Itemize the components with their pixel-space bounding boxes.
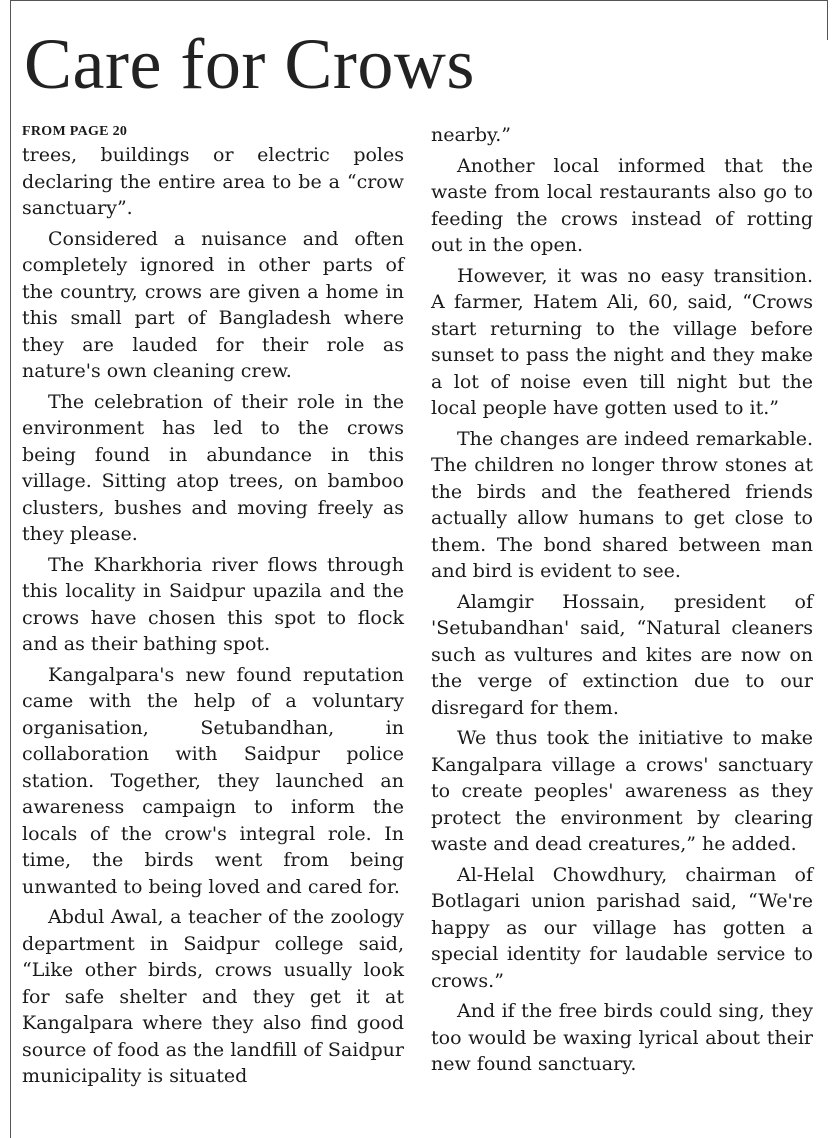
continued-from-kicker: FROM PAGE 20 bbox=[22, 124, 128, 139]
article-column-2 bbox=[431, 122, 813, 1078]
paragraph: We thus took the initiative to make Kangalpara village a crows' sanctuary to create peoples' awareness as they protect the environment by clearing waste and dead creatures,” he added. bbox=[431, 727, 813, 855]
paragraph: Al-Helal Chowdhury, chairman of Botlagari union parishad said, “We're happy as our village has gotten a special identity for laudable service to crows.” bbox=[431, 863, 813, 992]
paragraph: The celebration of their role in the environment has led to the crows being found in abundance in this village. Sitting atop trees, on bamboo clusters, bushes and moving freely as they please. bbox=[22, 390, 404, 545]
headline: Care for Crows bbox=[24, 24, 475, 104]
paragraph: Abdul Awal, a teacher of the zoology department in Saidpur college said, “Like other birds, crows usually look for safe shelter and they get it at Kangalpara where they also find good source of food as the landfill of Saidpur municipality is situated bbox=[22, 906, 404, 1087]
page-border-right bbox=[827, 0, 828, 40]
article-column-1 bbox=[22, 122, 404, 1090]
paragraph: Kangalpara's new found reputation came with the help of a voluntary organisation, Setubandhan, in collaboration with Saidpur police station. Together, they launched an awareness campaign to inform the locals of the crow's integral role. In time, the birds went from being unwanted to being loved and cared for. bbox=[22, 663, 404, 898]
paragraph: Alamgir Hossain, president of 'Setubandhan' said, “Natural cleaners such as vultures and kites are now on the verge of extinction due to our disregard for them. bbox=[431, 590, 813, 719]
paragraph: The Kharkhoria river flows through this locality in Saidpur upazila and the crows have chosen this spot to flock and as their bathing spot. bbox=[22, 553, 404, 655]
page-border-top bbox=[10, 0, 828, 1]
page-border-left bbox=[10, 0, 11, 1138]
paragraph: The changes are indeed remarkable. The children no longer throw stones at the birds and the feathered friends actually allow humans to get close to them. The bond shared between man and bird is evident to see. bbox=[431, 427, 813, 582]
paragraph: nearby.” bbox=[431, 124, 512, 146]
paragraph: Another local informed that the waste from local restaurants also go to feeding the crows instead of rotting out in the open. bbox=[431, 154, 813, 256]
paragraph: Considered a nuisance and often completely ignored in other parts of the country, crows are given a home in this small part of Bangladesh where they are lauded for their role as nature's own cleaning crew. bbox=[22, 227, 404, 382]
paragraph: And if the free birds could sing, they too would be waxing lyrical about their new found sanctuary. bbox=[431, 1000, 813, 1075]
paragraph: However, it was no easy transition. A farmer, Hatem Ali, 60, said, “Crows start returning to the village before sunset to pass the night and they make a lot of noise even till night but the local people have gotten used to it.” bbox=[431, 264, 813, 419]
paragraph: trees, buildings or electric poles declaring the entire area to be a “crow sanctuary”. bbox=[22, 144, 404, 219]
